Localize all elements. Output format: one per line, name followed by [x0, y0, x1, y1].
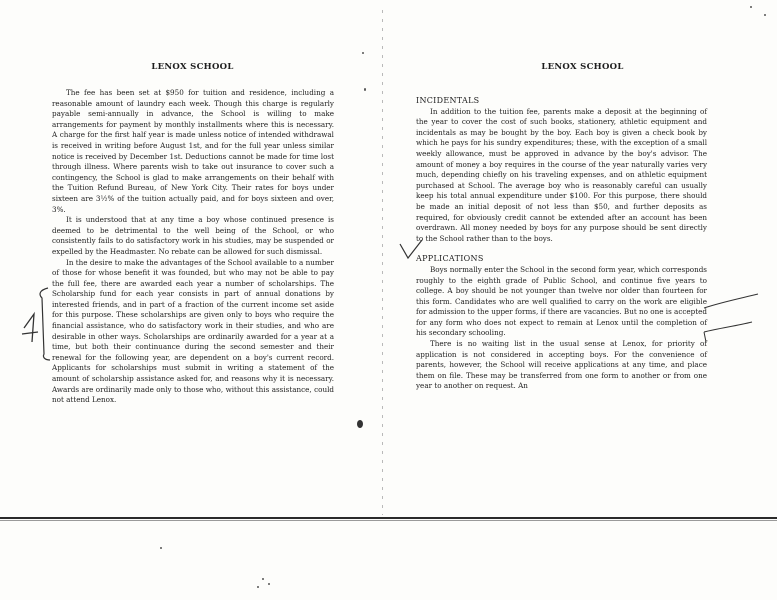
paragraph-dismissal: It is understood that at any time a boy whose continued presence is deemed to be detrimental to the well being of the School, or who consistently fails to do satisfactory work in his studies, may be suspended or expelled by the Headmaster. No rebate can be allowed for such dismissal. [52, 215, 334, 256]
speck [257, 586, 259, 588]
paragraph-waiting-list: There is no waiting list in the usual sense at Lenox, for priority of application is not considered in accepting boys. For the convenience of parents, however, the School will receive applications at any time, and place them on file. These may be transferred from one form to another or from one year to another on request. An [416, 339, 707, 391]
bottom-edge-shadow [0, 520, 777, 521]
left-page-body [52, 88, 334, 406]
speck [364, 88, 366, 91]
paragraph-incidentals: In addition to the tuition fee, parents make a deposit at the beginning of the year to cover the cost of such books, stationery, athletic equipment and incidentals as may be bought by the boy. Each boy is given a check book by which he pays for his sundry expenditures; these, with the exception of a small weekly allowance, must be approved in advance by the boy's advisor. The amount of money a boy requires in the course of the year naturally varies very much, depending chiefly on his traveling expenses, and on athletic equipment purchased at School. The average boy who is reasonably careful can usually keep his total annual expenditure under $100. For this purpose, there should be made an initial deposit of not less than $50, and further deposits as required, for obviously credit cannot be extended after an account has been overdrawn. All money needed by boys for any purpose should be sent directly to the School rather than to the boys. [416, 106, 707, 243]
speck [362, 52, 364, 54]
incidentals-heading: INCIDENTALS [416, 96, 480, 105]
right-page-header: LENOX SCHOOL [541, 62, 624, 72]
page-gutter [382, 10, 383, 515]
speck [160, 547, 162, 549]
paragraph-applications: Boys normally enter the School in the second form year, which corresponds roughly to the eighth grade of Public School, and continue five years to college. A boy should be not younger than twelve nor older than fourteen for this form. Candidates who are well qualified to carry on the work are eligible for admission to the upper forms, if there are vacancies. But no one is accepted for any form who does not expect to remain at Lenox until the completion of his secondary schooling. [416, 264, 707, 338]
binding-hole-mark [357, 420, 363, 428]
right-page [388, 0, 777, 600]
speck [262, 578, 264, 580]
paragraph-scholarships: In the desire to make the advantages of the School available to a number of those for whose benefit it was founded, but who may not be able to pay the full fee, there are awarded each year a number of scholarships. The Scholarship fund for each year consists in part of annual donations by interested friends, and in part of a fraction of the current income set aside for this purpose. These scholarships are given only to boys who require the financial assistance, who do satisfactory work in their studies, and who are desirable in other ways. Scholarships are ordinarily awarded for a year at a time, but both their continuance during the second semester and their renewal for the following year, are dependent on a boy's current record. Applicants for scholarships must submit in writing a statement of the amount of scholarship assistance asked for, and reasons why it is necessary. Awards are ordinarily made only to those who, without this assistance, could not attend Lenox. [52, 257, 334, 405]
bottom-edge-rule [0, 517, 777, 519]
applications-heading: APPLICATIONS [416, 254, 484, 264]
margin-bracket-mark [18, 284, 58, 364]
paragraph-fees: The fee has been set at $950 for tuition and residence, including a reasonable amount of laundry each week. Though this charge is regularly payable semi-annually in advance, the School is willing to make arrangements for payment by monthly installments where this is necessary. A charge for the first half year is made unless notice of intended withdrawal is received in writing before August 1st, and for the full year unless similar notice is received by December 1st. Deductions cannot be made for time lost through illness. Where parents wish to take out insurance to cover such a contingency, the School is glad to make arrangements on their behalf with the Tuition Refund Bureau, of New York City. Their rates for boys under sixteen are 3½% of the tuition actually paid, and for boys sixteen and over, 3%. [52, 88, 334, 214]
speck [764, 14, 766, 16]
speck [750, 6, 752, 8]
left-page-header: LENOX SCHOOL [151, 62, 234, 72]
margin-lines-mark [702, 292, 762, 352]
speck [268, 583, 270, 585]
margin-check-mark [396, 236, 426, 266]
left-page [0, 0, 385, 600]
right-page-body [416, 96, 707, 392]
